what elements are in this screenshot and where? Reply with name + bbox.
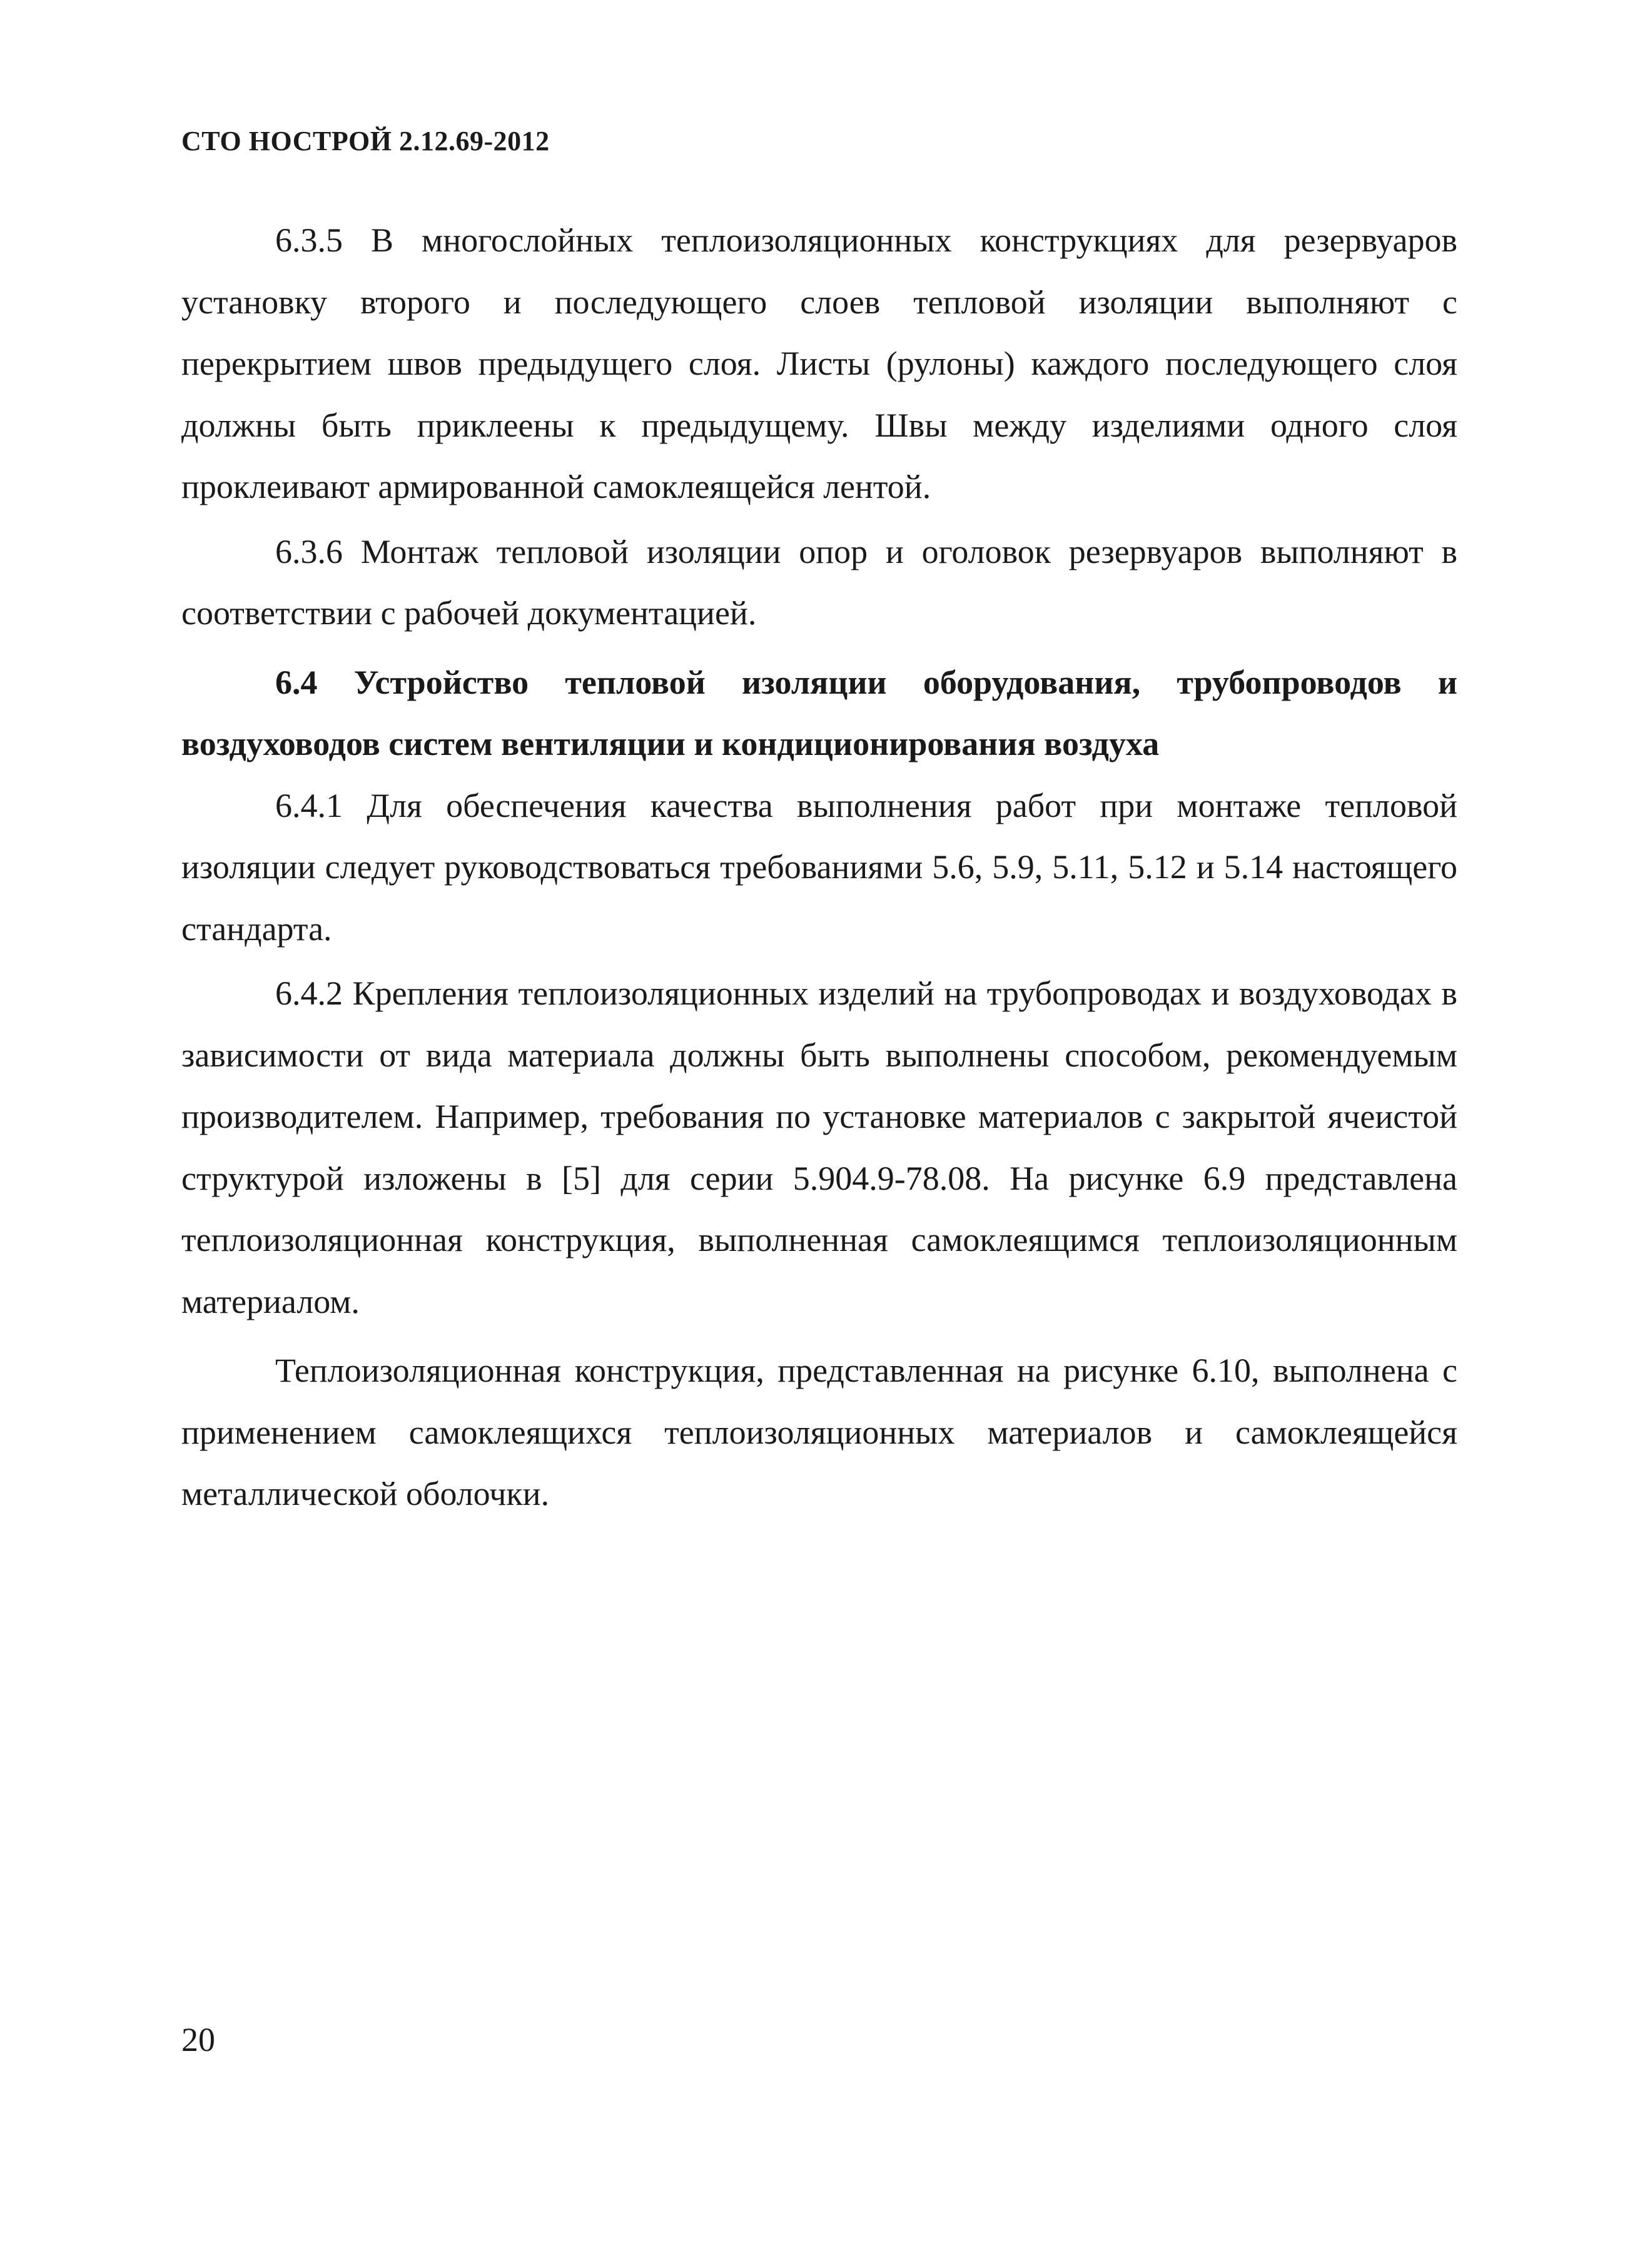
page-number: 20: [181, 2021, 215, 2058]
paragraph-6-4-1: 6.4.1 Для обеспечения качества выполнения работ при монтаже тепловой изоляции следует руководствоваться требованиями 5.6, 5.9, 5.11, 5.12 и 5.14 настоящего стандарта.: [181, 786, 1457, 948]
document-code-header: СТО НОСТРОЙ 2.12.69-2012: [181, 126, 550, 156]
paragraph-6-4-2: 6.4.2 Крепления теплоизоляционных изделий на трубопроводах и воздуховодах в зависимости от вида материала должны быть выполнены способом, рекомендуемым производителем. Например, требования по установке материалов с закрытой ячеистой структурой изложены в [5] для серии 5.904.9-78.08. На рисунке 6.9 представлена теплоизоляционная конструкция, выполненная самоклеящимся теплоизоляционным материалом.: [181, 975, 1457, 1320]
body-text: [181, 210, 1457, 1525]
paragraph-figure-6-10: Теплоизоляционная конструкция, представленная на рисунке 6.10, выполнена с применением самоклеящихся теплоизоляционных материалов и самоклеящейся металлической оболочки.: [181, 1352, 1457, 1512]
section-heading-6-4: 6.4 Устройство тепловой изоляции оборудования, трубопроводов и воздуховодов систем вентиляции и кондиционирования воздуха: [181, 663, 1457, 762]
paragraph-6-3-6: 6.3.6 Монтаж тепловой изоляции опор и оголовок резервуаров выполняют в соответствии с рабочей документацией.: [181, 532, 1457, 632]
paragraph-6-3-5: 6.3.5 В многослойных теплоизоляционных конструкциях для резервуаров установку второго и последующего слоев тепловой изоляции выполняют с перекрытием швов предыдущего слоя. Листы (рулоны) каждого последующего слоя должны быть приклеены к предыдущему. Швы между изделиями одного слоя проклеивают армированной самоклеящейся лентой.: [181, 221, 1457, 505]
